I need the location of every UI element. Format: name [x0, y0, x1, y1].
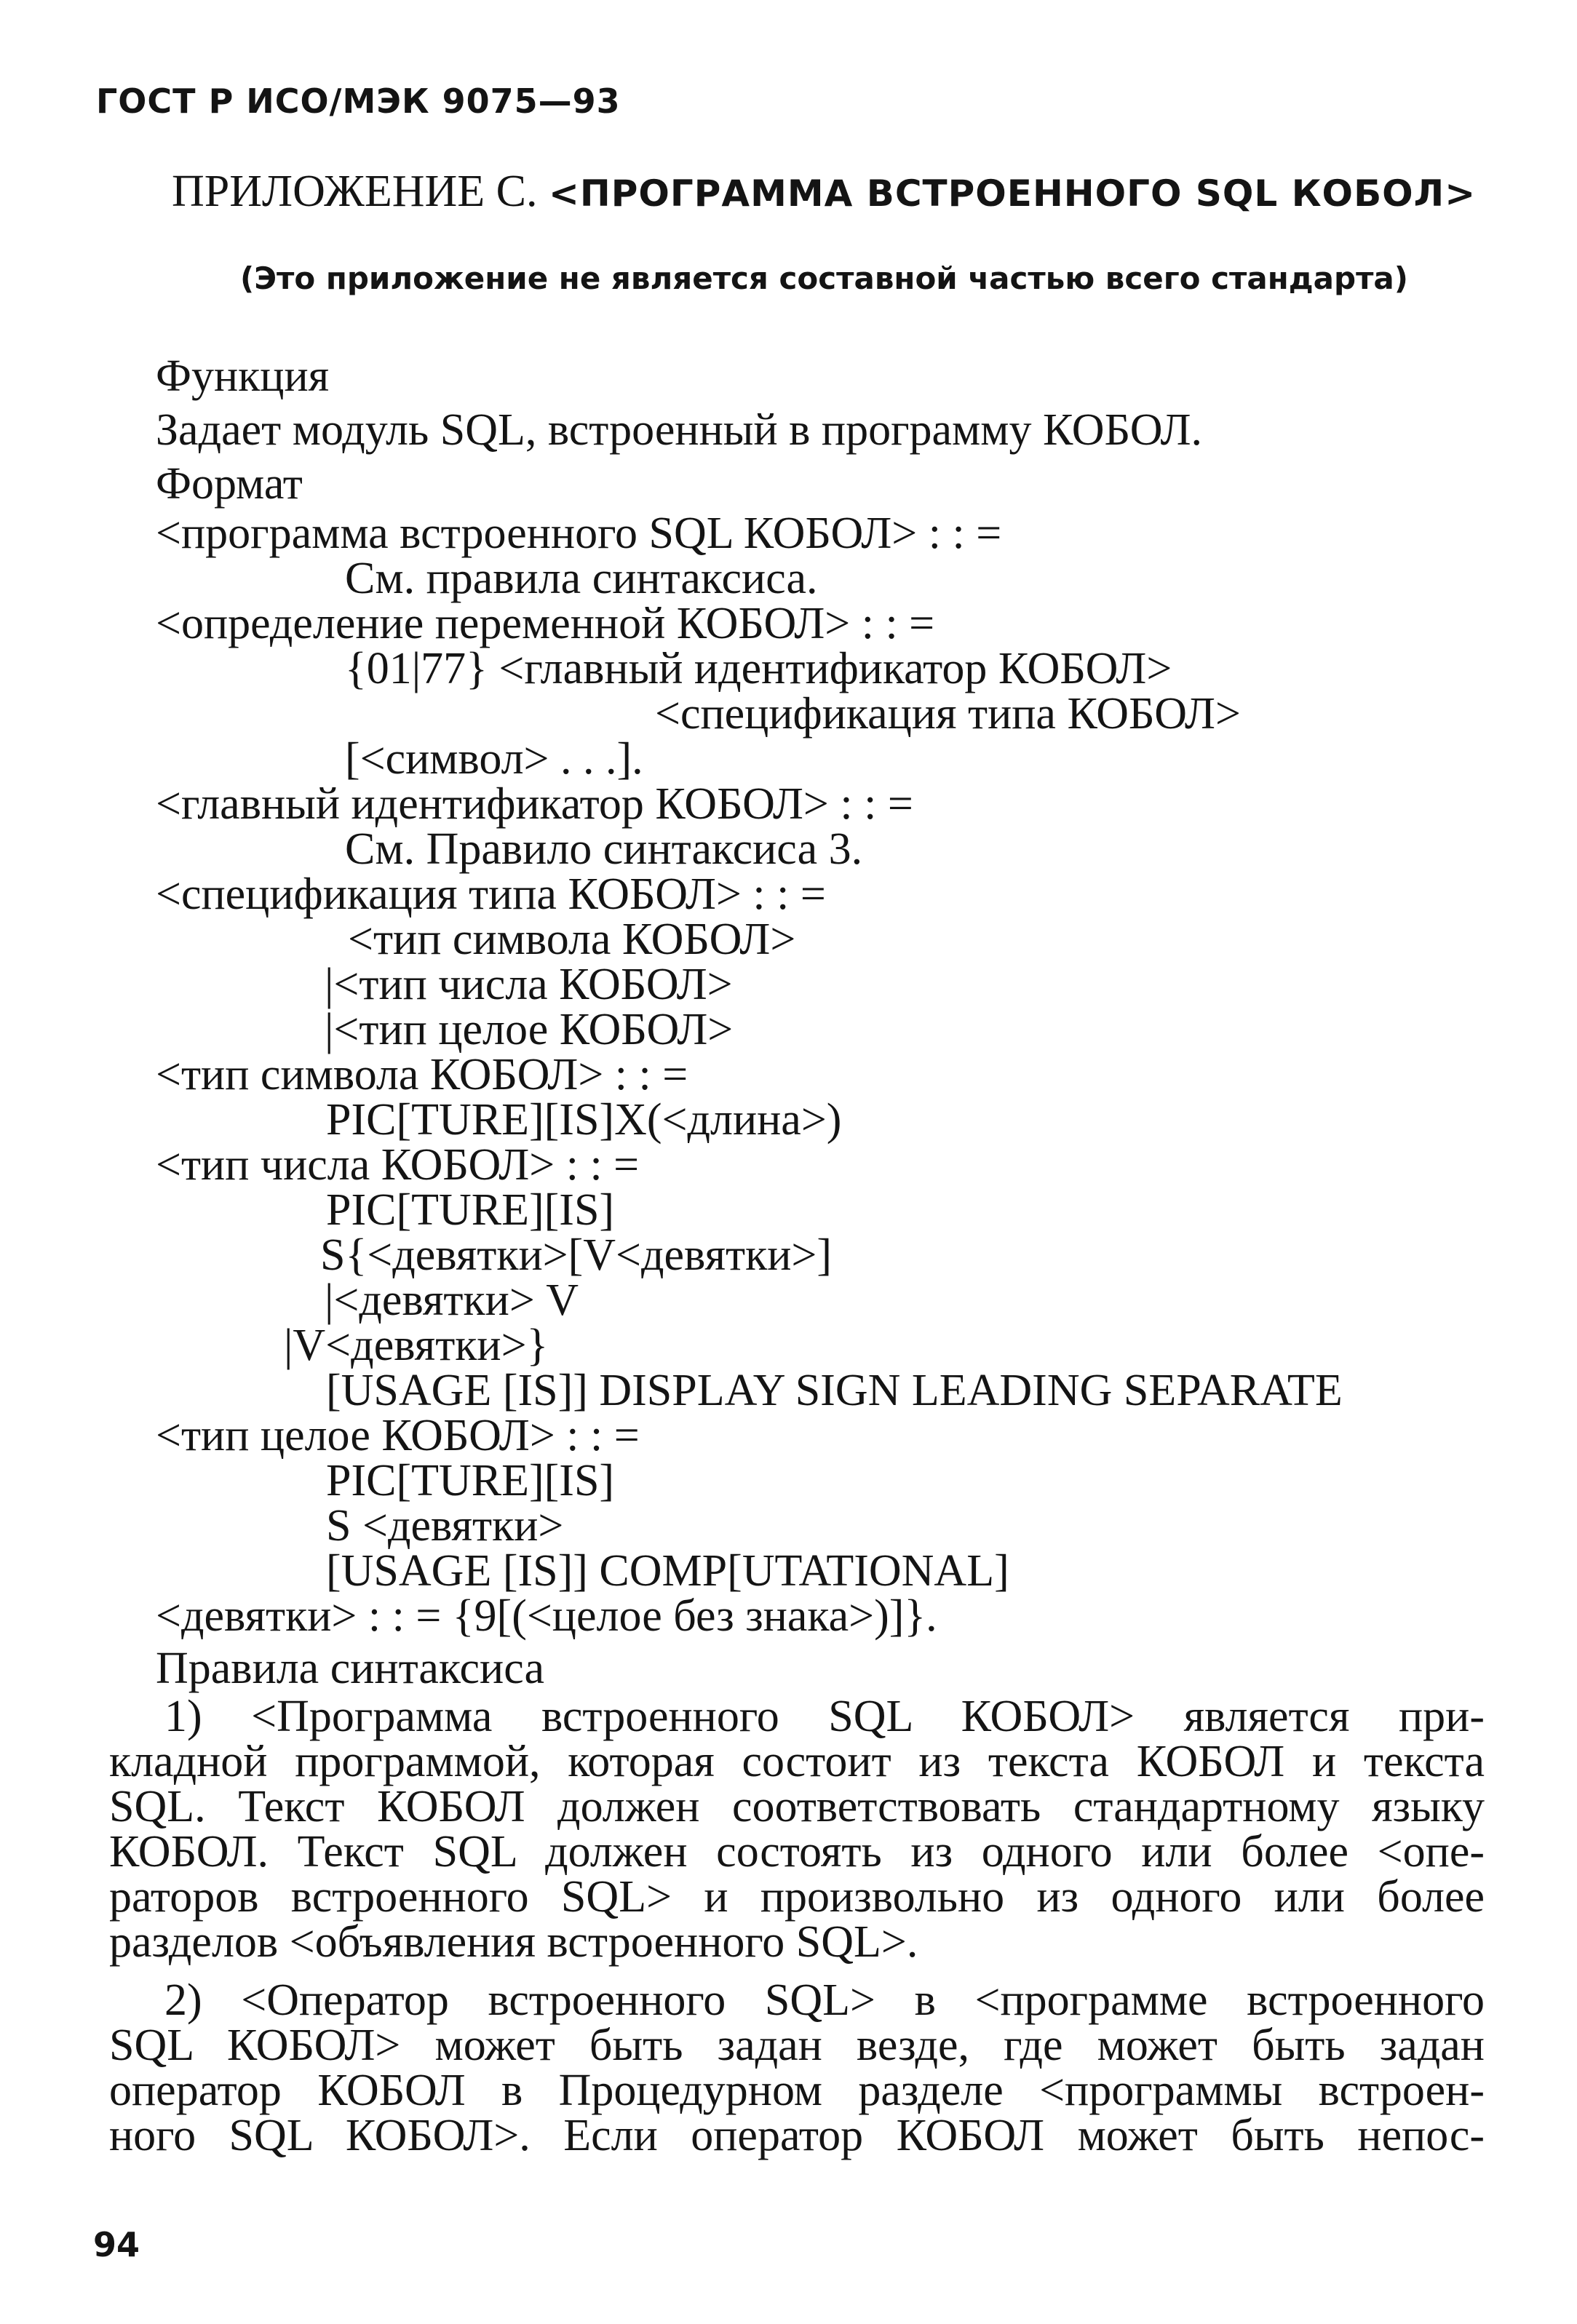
rule-2-line: ного SQL КОБОЛ>. Если оператор КОБОЛ может быть непос-	[109, 2111, 1485, 2160]
appendix-prefix: ПРИЛОЖЕНИЕ С.	[172, 167, 538, 216]
format-line: <программа встроенного SQL КОБОЛ> : : =	[156, 509, 1002, 558]
function-text: Задает модуль SQL, встроенный в программу КОБОЛ.	[156, 405, 1202, 455]
rule-2-line: 2) <Оператор встроенного SQL> в <программе встроенного	[164, 1975, 1485, 2025]
format-line: |<девятки> V	[325, 1276, 579, 1325]
syntax-rules-heading: Правила синтаксиса	[156, 1644, 545, 1693]
format-line: <тип целое КОБОЛ> : : =	[156, 1411, 640, 1460]
format-line: PIC[TURE][IS]	[326, 1185, 615, 1235]
format-line: <спецификация типа КОБОЛ>	[655, 689, 1241, 739]
format-line: [USAGE [IS]] COMP[UTATIONAL]	[326, 1546, 1009, 1596]
format-line: См. правила синтаксиса.	[345, 554, 818, 603]
format-line: |<тип целое КОБОЛ>	[325, 1005, 734, 1054]
rule-1-line: раторов встроенного SQL> и произвольно из одного или более	[109, 1872, 1485, 1922]
format-heading: Формат	[156, 459, 303, 509]
format-line: <главный идентификатор КОБОЛ> : : =	[156, 779, 913, 829]
syntax-rule-2	[109, 1975, 1485, 2160]
format-line: PIC[TURE][IS]	[326, 1456, 615, 1505]
format-line: <определение переменной КОБОЛ> : : =	[156, 599, 935, 648]
format-line: <девятки> : : = {9[(<целое без знака>)]}.	[156, 1591, 937, 1641]
function-heading: Функция	[156, 351, 330, 401]
format-line: <тип числа КОБОЛ> : : =	[156, 1140, 640, 1190]
document-code-header: ГОСТ Р ИСО/МЭК 9075—93	[96, 81, 621, 121]
format-line: <спецификация типа КОБОЛ> : : =	[156, 869, 826, 919]
syntax-rule-1	[109, 1694, 1485, 1965]
rule-2-line: SQL КОБОЛ> может быть задан везде, где может быть задан	[109, 2021, 1485, 2070]
rule-1-line: 1) <Программа встроенного SQL КОБОЛ> является при-	[164, 1692, 1485, 1741]
format-line: [USAGE [IS]] DISPLAY SIGN LEADING SEPARATE	[326, 1366, 1343, 1415]
page-number: 94	[93, 2225, 140, 2264]
rule-2-line: оператор КОБОЛ в Процедурном разделе <программы встроен-	[109, 2066, 1485, 2115]
appendix-title	[172, 166, 1476, 218]
format-line: S{<девятки>[V<девятки>]	[320, 1230, 833, 1280]
rule-1-line: КОБОЛ. Текст SQL должен состоять из одного или более <опе-	[109, 1827, 1485, 1877]
appendix-name: <ПРОГРАММА ВСТРОЕННОГО SQL КОБОЛ>	[549, 172, 1477, 215]
format-line: {01|77} <главный идентификатор КОБОЛ>	[345, 644, 1172, 693]
format-line: PIC[TURE][IS]X(<длина>)	[326, 1095, 842, 1145]
rule-1-line: разделов <объявления встроенного SQL>.	[109, 1917, 918, 1967]
format-line: <тип символа КОБОЛ>	[348, 915, 796, 964]
format-line: См. Правило синтаксиса 3.	[345, 824, 863, 874]
format-line: <тип символа КОБОЛ> : : =	[156, 1050, 688, 1099]
format-line: S <девятки>	[326, 1501, 564, 1551]
format-line: [<символ> . . .].	[345, 734, 643, 784]
format-line: |<тип числа КОБОЛ>	[325, 960, 733, 1009]
rule-1-line: SQL. Текст КОБОЛ должен соответствовать стандартному языку	[109, 1782, 1485, 1831]
appendix-note: (Это приложение не является составной частью всего стандарта)	[240, 260, 1408, 296]
format-line: |V<девятки>}	[284, 1321, 549, 1370]
rule-1-line: кладной программой, которая состоит из текста КОБОЛ и текста	[109, 1737, 1485, 1786]
